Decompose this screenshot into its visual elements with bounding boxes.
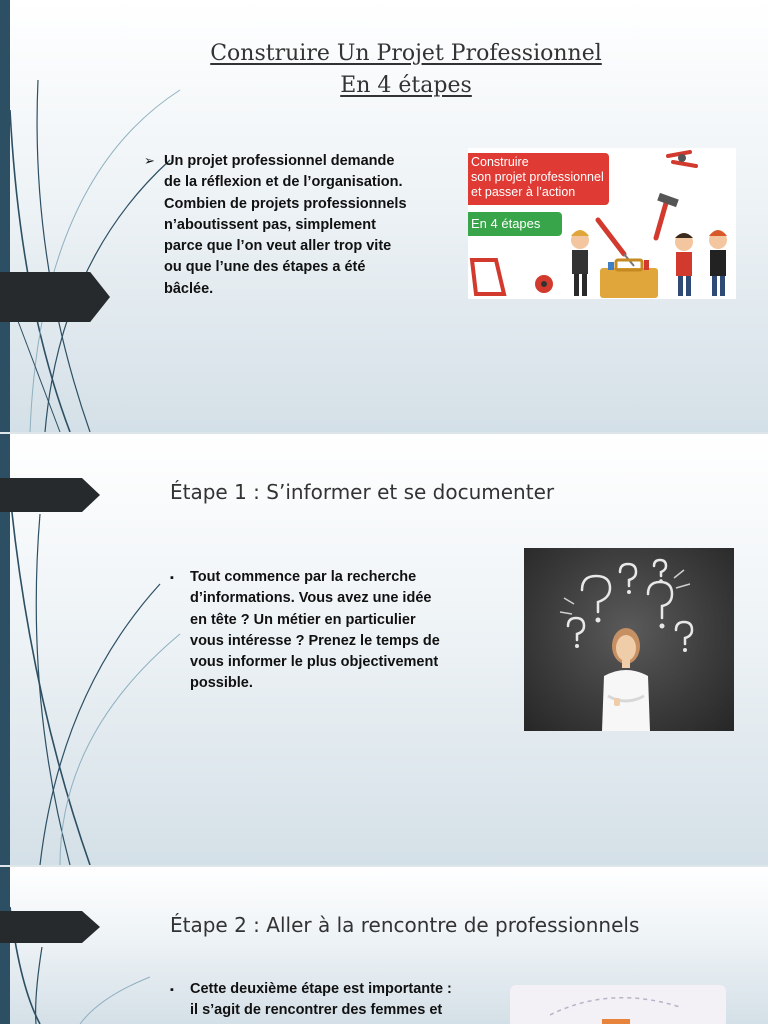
bullet-text (144, 151, 454, 300)
title-line-1: Construire Un Projet Professionnel (210, 41, 602, 66)
text-line: ou que l’une des étapes a été (164, 259, 366, 276)
bullet-text (170, 979, 490, 1022)
step-heading: Étape 2 : Aller à la rencontre de professionnels (170, 913, 640, 937)
slide-1 (0, 0, 768, 432)
section-tab (0, 272, 110, 322)
text-line: Tout commence par la recherche (190, 569, 417, 585)
text-line: en tête ? Un métier en particulier (190, 611, 416, 628)
step-heading: Étape 1 : S’informer et se documenter (170, 480, 555, 504)
slide-2 (0, 434, 768, 865)
photo-woman-question-marks (524, 548, 734, 731)
text-line: possible. (190, 675, 253, 692)
tape-measure-icon (535, 275, 553, 293)
illustration-project-tools (468, 148, 736, 299)
question-marks-illustration (524, 548, 734, 731)
bullet-text (170, 567, 490, 695)
tools-and-characters-illustration (468, 148, 736, 299)
saw-icon (472, 260, 504, 294)
toolbox-icon (600, 260, 658, 298)
bullet-marker: ➢ (144, 154, 155, 169)
text-line: bâclée. (164, 280, 214, 297)
title-line-2: En 4 étapes (340, 73, 472, 98)
section-tab (0, 478, 100, 512)
character-1 (571, 230, 589, 296)
character-2 (675, 233, 693, 296)
text-line: d’informations. Vous avez une idée (190, 590, 432, 607)
slide-3 (0, 867, 768, 1024)
pliers-icon (668, 152, 696, 166)
banner-line: son projet professionnel (471, 170, 604, 184)
bullet-marker: ▪ (170, 984, 174, 996)
text-line: parce que l’on veut aller trop vite (164, 238, 392, 255)
text-line: Cette deuxième étape est importante : (190, 981, 452, 997)
bullet-marker: ▪ (170, 572, 174, 584)
illustration-partial (510, 985, 726, 1024)
illustration-badge: En 4 étapes (468, 212, 562, 236)
text-line: n’aboutissent pas, simplement (164, 216, 376, 233)
text-line: Combien de projets professionnels (164, 195, 407, 212)
hammer-icon (656, 193, 679, 238)
partial-illustration-graphic (510, 985, 726, 1024)
woman-figure (602, 628, 650, 731)
text-line: vous informer le plus objectivement (190, 654, 439, 671)
text-line: vous intéresse ? Prenez le temps de (190, 632, 440, 649)
section-tab (0, 911, 100, 943)
text-line: il s’agit de rencontrer des femmes et (190, 1002, 443, 1019)
text-line: Un projet professionnel demande (164, 153, 395, 169)
banner-line: et passer à l’action (471, 185, 576, 199)
banner-line: Construire (471, 155, 529, 169)
character-3 (709, 230, 727, 296)
slide-title (150, 38, 662, 102)
text-line: de la réflexion et de l’organisation. (164, 174, 403, 191)
